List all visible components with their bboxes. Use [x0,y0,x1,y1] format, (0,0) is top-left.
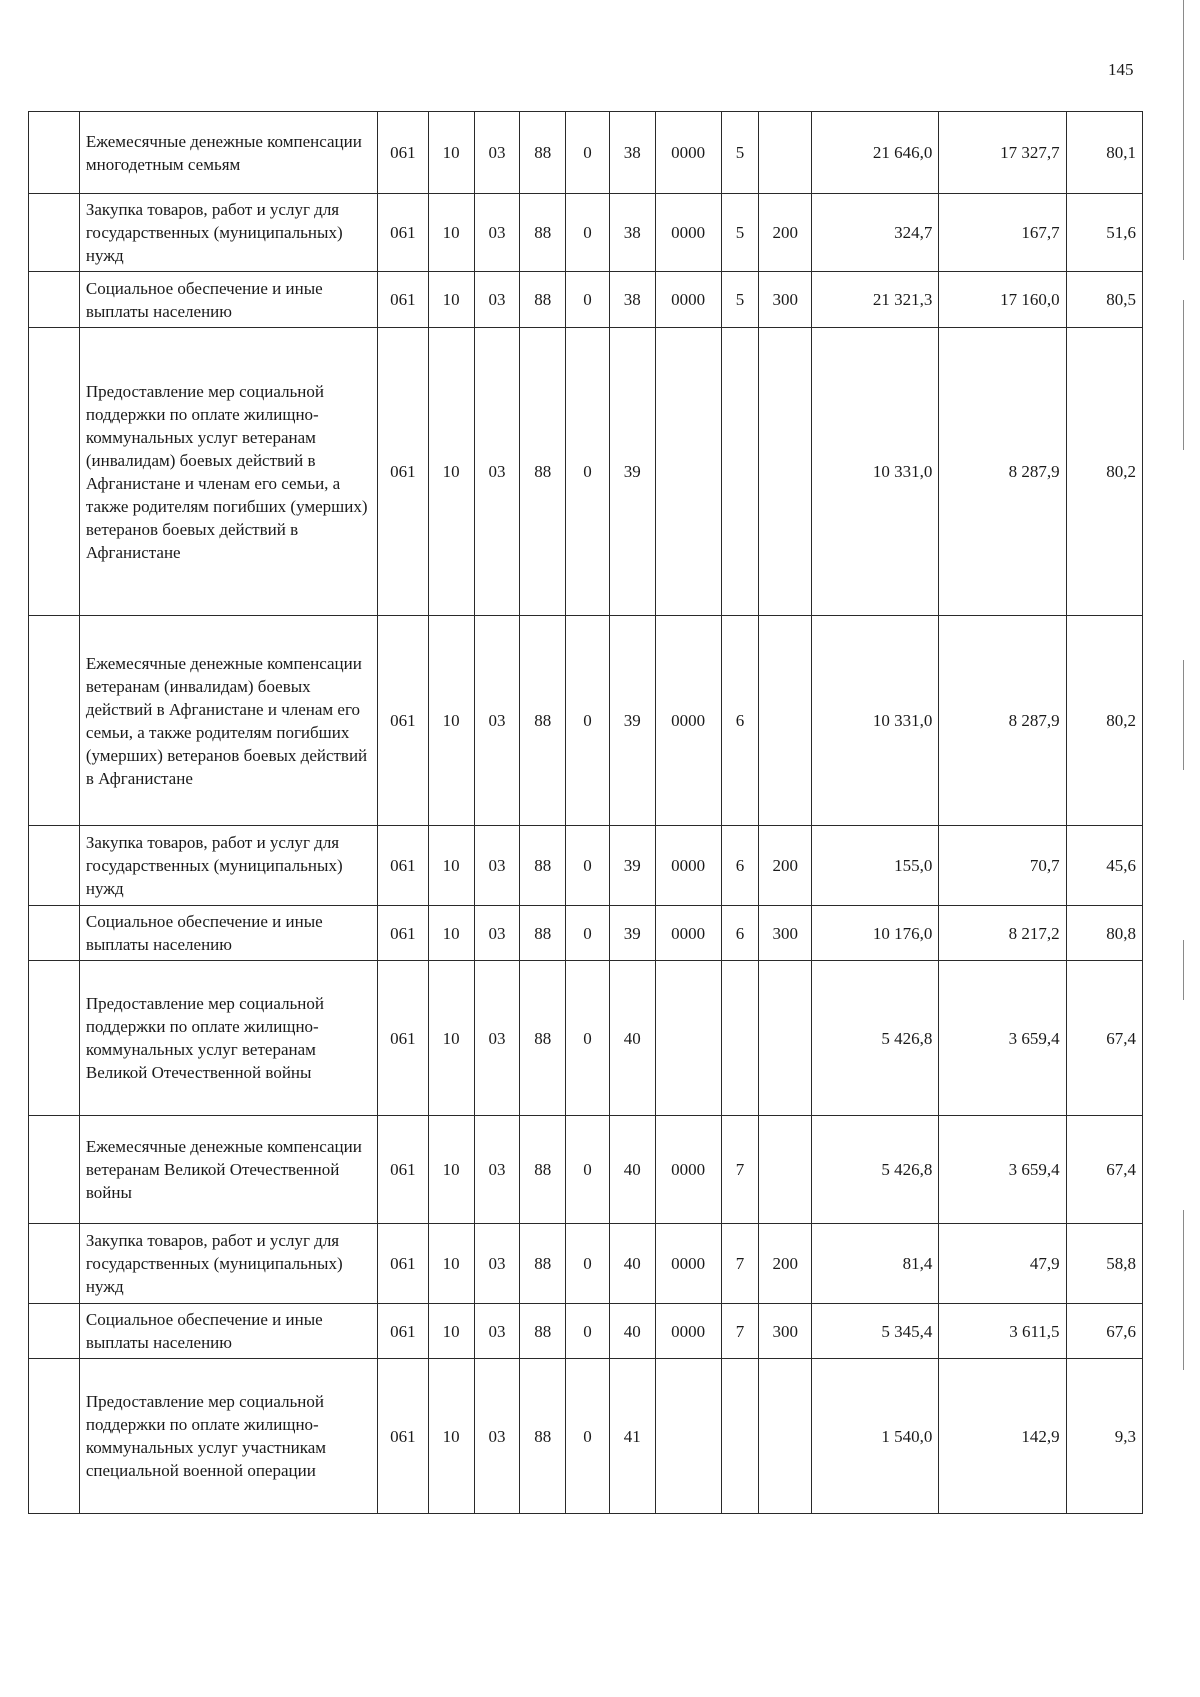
code-cell: 03 [474,1359,520,1514]
code-cell: 061 [377,194,428,272]
code-cell: 0000 [655,1224,721,1304]
percent-value: 67,4 [1066,1116,1142,1224]
code-cell: 10 [428,826,474,906]
code-cell: 88 [520,826,566,906]
code-cell: 40 [609,1304,655,1359]
code-cell: 0000 [655,1116,721,1224]
code-cell: 10 [428,1304,474,1359]
scan-edge-line [1183,940,1184,1000]
code-cell [655,1359,721,1514]
code-cell: 38 [609,112,655,194]
code-cell: 88 [520,328,566,616]
code-cell: 03 [474,961,520,1116]
row-name: Социальное обеспечение и иные выплаты населению [79,272,377,328]
code-cell: 39 [609,826,655,906]
table-row [29,906,1143,961]
code-cell: 40 [609,961,655,1116]
page-number: 145 [1108,60,1134,79]
row-name: Закупка товаров, работ и услуг для государственных (муниципальных) нужд [79,1224,377,1304]
blank-cell [29,112,80,194]
code-cell: 7 [721,1224,759,1304]
code-cell: 0000 [655,194,721,272]
code-cell: 6 [721,906,759,961]
code-cell: 10 [428,112,474,194]
table-row [29,1359,1143,1514]
row-name: Закупка товаров, работ и услуг для государственных (муниципальных) нужд [79,194,377,272]
code-cell: 061 [377,826,428,906]
plan-amount: 5 426,8 [812,1116,939,1224]
code-cell: 0000 [655,826,721,906]
fact-amount: 8 217,2 [939,906,1066,961]
blank-cell [29,1224,80,1304]
plan-amount: 21 646,0 [812,112,939,194]
code-cell: 061 [377,906,428,961]
row-name: Предоставление мер социальной поддержки по оплате жилищно-коммунальных услуг ветеранам Великой Отечественной войны [79,961,377,1116]
code-cell [759,112,812,194]
row-name: Ежемесячные денежные компенсации многодетным семьям [79,112,377,194]
code-cell: 300 [759,1304,812,1359]
table-row [29,1304,1143,1359]
code-cell: 5 [721,194,759,272]
code-cell: 0 [566,1224,610,1304]
plan-amount: 81,4 [812,1224,939,1304]
plan-amount: 10 176,0 [812,906,939,961]
code-cell: 061 [377,1304,428,1359]
percent-value: 45,6 [1066,826,1142,906]
percent-value: 58,8 [1066,1224,1142,1304]
fact-amount: 142,9 [939,1359,1066,1514]
code-cell: 40 [609,1116,655,1224]
code-cell: 03 [474,616,520,826]
table-row [29,1224,1143,1304]
code-cell: 0000 [655,112,721,194]
code-cell: 5 [721,272,759,328]
blank-cell [29,1116,80,1224]
fact-amount: 3 659,4 [939,961,1066,1116]
code-cell: 200 [759,826,812,906]
blank-cell [29,272,80,328]
code-cell: 10 [428,961,474,1116]
code-cell: 03 [474,906,520,961]
blank-cell [29,906,80,961]
table-row [29,194,1143,272]
code-cell: 10 [428,272,474,328]
code-cell: 061 [377,961,428,1116]
code-cell: 6 [721,826,759,906]
code-cell: 5 [721,112,759,194]
plan-amount: 155,0 [812,826,939,906]
code-cell: 0000 [655,1304,721,1359]
percent-value: 80,2 [1066,616,1142,826]
row-name: Предоставление мер социальной поддержки по оплате жилищно-коммунальных услуг участникам специальной военной операции [79,1359,377,1514]
percent-value: 80,2 [1066,328,1142,616]
code-cell: 03 [474,1224,520,1304]
code-cell [655,328,721,616]
blank-cell [29,1359,80,1514]
code-cell: 0 [566,1116,610,1224]
percent-value: 80,5 [1066,272,1142,328]
code-cell: 88 [520,1359,566,1514]
code-cell: 061 [377,112,428,194]
fact-amount: 17 327,7 [939,112,1066,194]
code-cell: 10 [428,1224,474,1304]
code-cell: 7 [721,1116,759,1224]
fact-amount: 8 287,9 [939,616,1066,826]
code-cell: 03 [474,272,520,328]
fact-amount: 167,7 [939,194,1066,272]
code-cell: 88 [520,616,566,826]
code-cell: 10 [428,1116,474,1224]
scan-edge-line [1183,660,1184,770]
code-cell: 88 [520,272,566,328]
row-name: Социальное обеспечение и иные выплаты населению [79,1304,377,1359]
blank-cell [29,328,80,616]
code-cell: 6 [721,616,759,826]
code-cell: 88 [520,1116,566,1224]
row-name: Ежемесячные денежные компенсации ветеранам (инвалидам) боевых действий в Афганистане и членам его семьи, а также родителям погибших (умерших) ветеранов боевых действий в Афганистане [79,616,377,826]
code-cell: 03 [474,826,520,906]
code-cell: 88 [520,194,566,272]
code-cell: 39 [609,328,655,616]
table-row [29,616,1143,826]
code-cell: 38 [609,272,655,328]
percent-value: 67,6 [1066,1304,1142,1359]
code-cell: 061 [377,272,428,328]
blank-cell [29,826,80,906]
code-cell: 10 [428,616,474,826]
code-cell: 03 [474,1116,520,1224]
blank-cell [29,1304,80,1359]
code-cell: 88 [520,961,566,1116]
code-cell: 38 [609,194,655,272]
code-cell [759,328,812,616]
code-cell [759,961,812,1116]
code-cell: 061 [377,328,428,616]
code-cell: 7 [721,1304,759,1359]
code-cell: 41 [609,1359,655,1514]
code-cell: 0000 [655,906,721,961]
code-cell: 88 [520,112,566,194]
fact-amount: 70,7 [939,826,1066,906]
plan-amount: 5 345,4 [812,1304,939,1359]
code-cell: 0 [566,616,610,826]
code-cell: 0 [566,1304,610,1359]
code-cell: 03 [474,194,520,272]
code-cell: 0 [566,328,610,616]
code-cell: 200 [759,194,812,272]
code-cell: 10 [428,906,474,961]
percent-value: 9,3 [1066,1359,1142,1514]
table-row [29,112,1143,194]
plan-amount: 10 331,0 [812,328,939,616]
blank-cell [29,961,80,1116]
code-cell: 03 [474,112,520,194]
code-cell: 061 [377,1359,428,1514]
plan-amount: 1 540,0 [812,1359,939,1514]
fact-amount: 3 611,5 [939,1304,1066,1359]
table-row [29,1116,1143,1224]
code-cell: 88 [520,1304,566,1359]
code-cell [721,1359,759,1514]
code-cell [655,961,721,1116]
row-name: Предоставление мер социальной поддержки по оплате жилищно-коммунальных услуг ветеранам (инвалидам) боевых действий в Афганистане и членам его семьи, а также родителям погибших (умерших) ветеранов боевых действий в Афганистане [79,328,377,616]
code-cell: 10 [428,194,474,272]
plan-amount: 10 331,0 [812,616,939,826]
table-row [29,961,1143,1116]
code-cell: 061 [377,1116,428,1224]
plan-amount: 324,7 [812,194,939,272]
blank-cell [29,194,80,272]
code-cell: 03 [474,1304,520,1359]
row-name: Социальное обеспечение и иные выплаты населению [79,906,377,961]
code-cell: 0 [566,961,610,1116]
row-name: Закупка товаров, работ и услуг для государственных (муниципальных) нужд [79,826,377,906]
code-cell: 0000 [655,616,721,826]
code-cell: 40 [609,1224,655,1304]
percent-value: 80,8 [1066,906,1142,961]
code-cell: 10 [428,1359,474,1514]
scan-edge-line [1183,1210,1184,1370]
blank-cell [29,616,80,826]
table-row [29,272,1143,328]
code-cell: 39 [609,906,655,961]
scan-edge-line [1183,300,1184,450]
fact-amount: 3 659,4 [939,1116,1066,1224]
code-cell: 0 [566,906,610,961]
code-cell [759,1116,812,1224]
row-name: Ежемесячные денежные компенсации ветеранам Великой Отечественной войны [79,1116,377,1224]
code-cell: 0 [566,272,610,328]
code-cell: 300 [759,272,812,328]
code-cell [721,328,759,616]
code-cell [759,1359,812,1514]
plan-amount: 21 321,3 [812,272,939,328]
plan-amount: 5 426,8 [812,961,939,1116]
code-cell: 03 [474,328,520,616]
fact-amount: 47,9 [939,1224,1066,1304]
code-cell: 0 [566,194,610,272]
scan-edge-line [1183,0,1184,260]
code-cell: 0 [566,826,610,906]
code-cell: 10 [428,328,474,616]
code-cell: 200 [759,1224,812,1304]
fact-amount: 8 287,9 [939,328,1066,616]
code-cell [721,961,759,1116]
budget-table [28,111,1143,1514]
code-cell: 39 [609,616,655,826]
code-cell: 061 [377,1224,428,1304]
code-cell: 88 [520,1224,566,1304]
percent-value: 67,4 [1066,961,1142,1116]
percent-value: 80,1 [1066,112,1142,194]
code-cell: 0 [566,1359,610,1514]
code-cell: 061 [377,616,428,826]
code-cell: 300 [759,906,812,961]
table-row [29,328,1143,616]
code-cell: 0000 [655,272,721,328]
percent-value: 51,6 [1066,194,1142,272]
code-cell: 88 [520,906,566,961]
code-cell: 0 [566,112,610,194]
table-row [29,826,1143,906]
fact-amount: 17 160,0 [939,272,1066,328]
code-cell [759,616,812,826]
